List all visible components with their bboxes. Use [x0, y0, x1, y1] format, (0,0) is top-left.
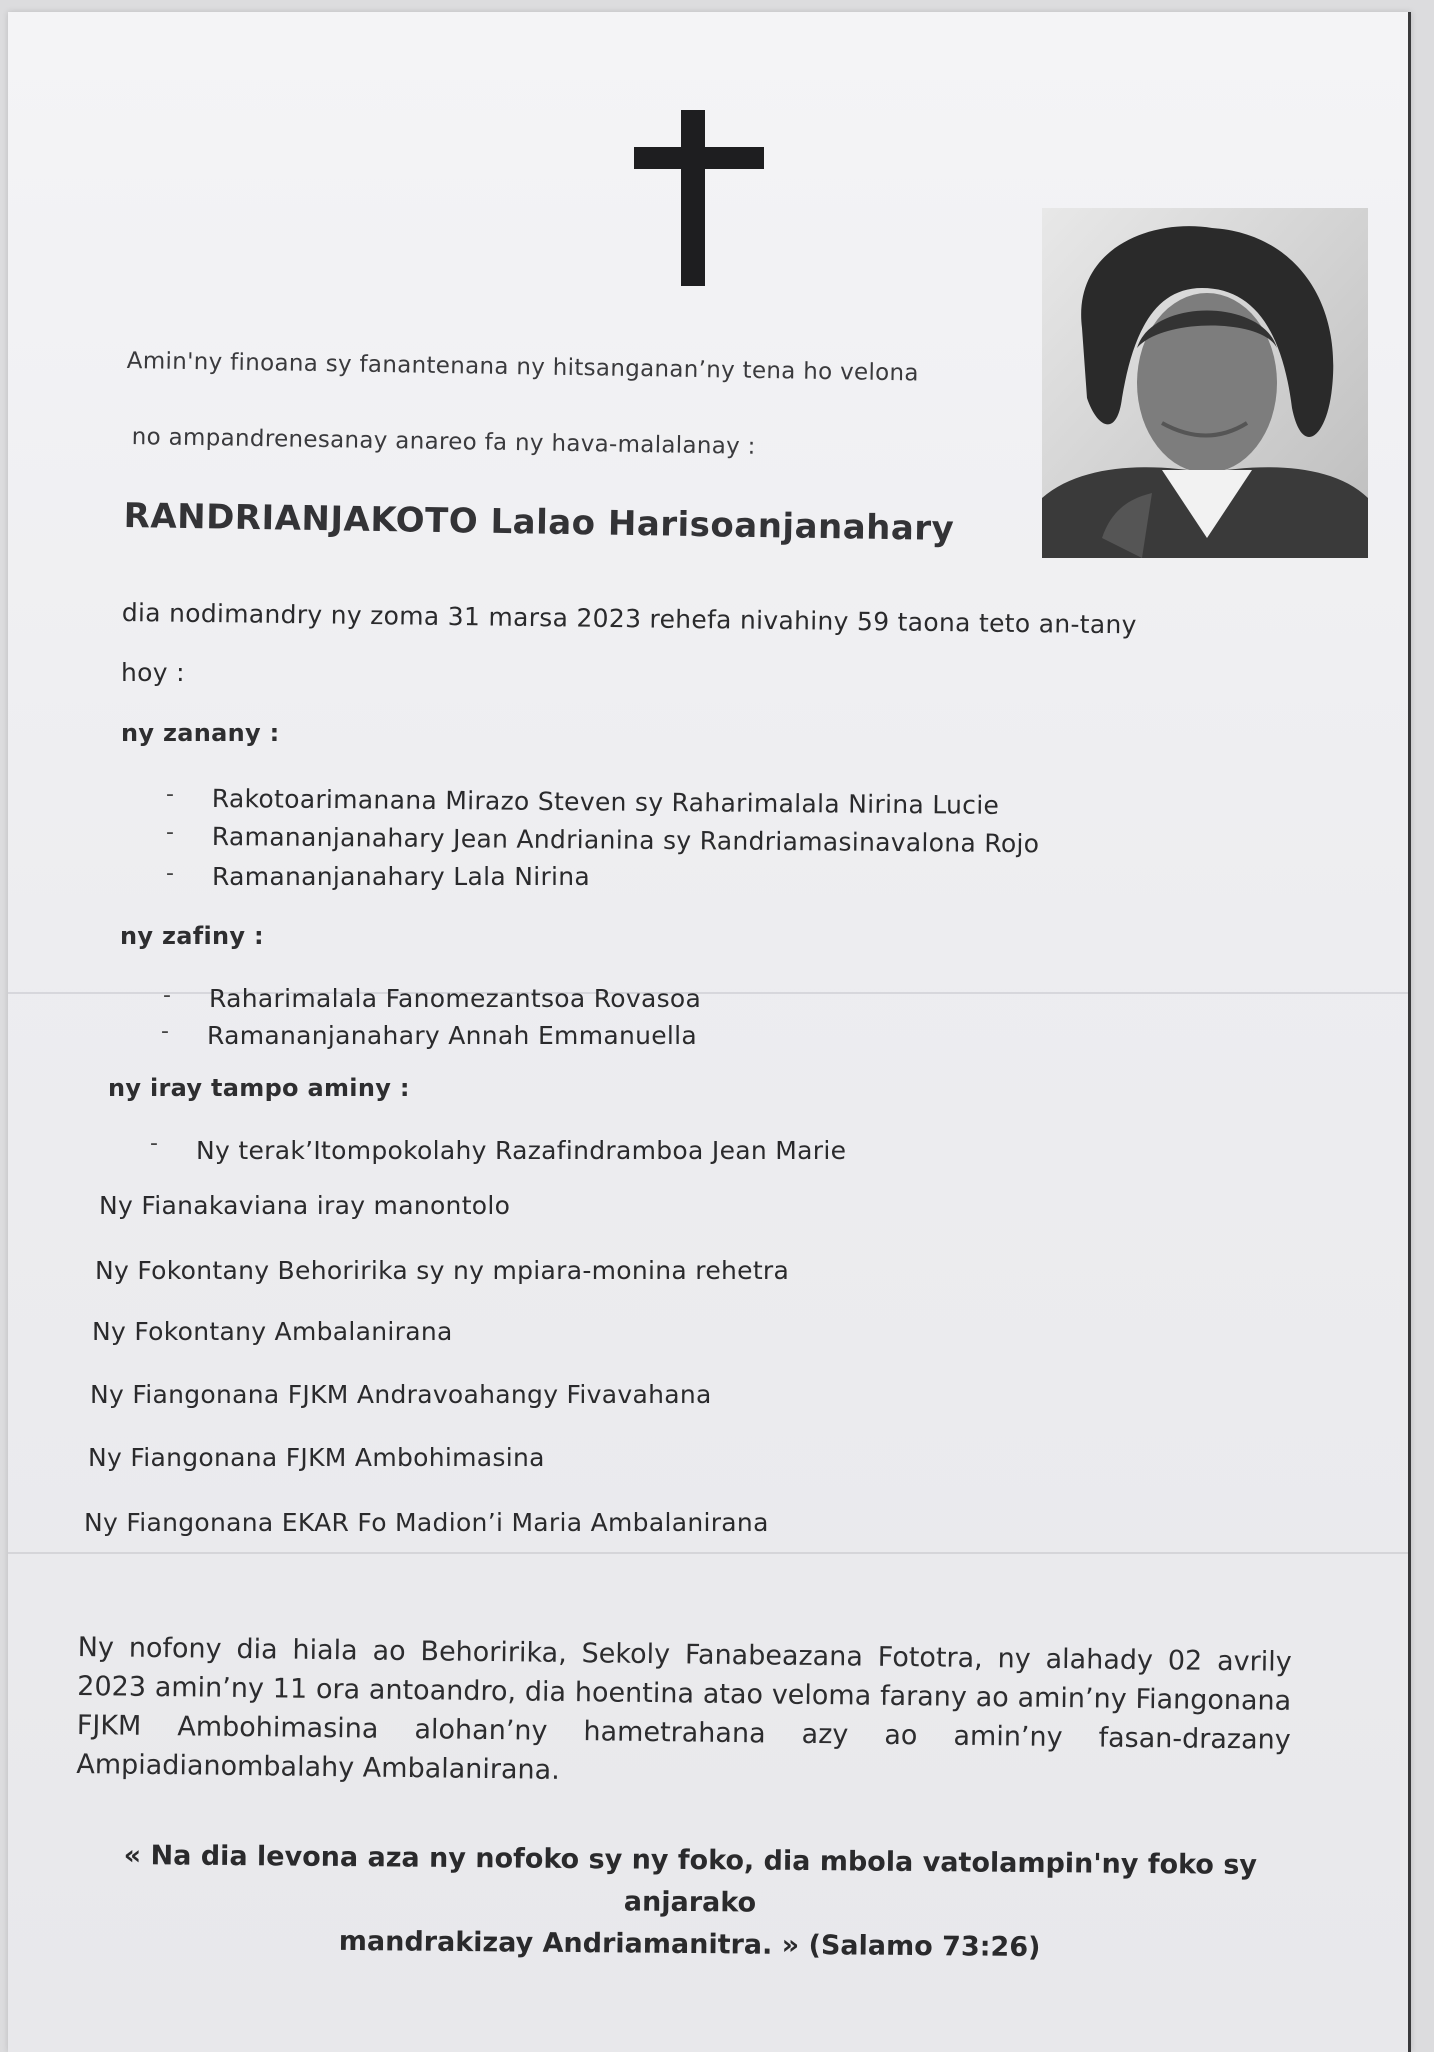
grandchild-item: Raharimalala Fanomezantsoa Rovasoa [209, 984, 702, 1013]
mourner-line: Ny Fokontany Ambalanirana [92, 1317, 453, 1346]
death-announcement-line-2: hoy : [121, 658, 185, 687]
intro-line-2: no ampandrenesanay anareo fa ny hava-malalanay : [131, 424, 756, 460]
list-bullet: - [166, 820, 174, 845]
child-item: Ramananjanahary Lala Nirina [212, 862, 591, 891]
bible-quote [109, 1835, 1270, 1971]
mourner-line: Ny Fianakaviana iray manontolo [99, 1191, 511, 1220]
list-bullet: - [166, 782, 174, 807]
list-bullet: - [150, 1131, 158, 1156]
intro-line-1: Amin'ny finoana sy fanantenana ny hitsanganan’ny tena ho velona [126, 348, 920, 387]
quote-line-2: mandrakizay Andriamanitra. » (Salamo 73:26) [338, 1925, 1041, 1964]
quote-line-1: « Na dia levona aza ny nofoko sy ny foko, dia mbola vatolampin'ny foko sy anjarako [123, 1840, 1258, 1919]
mourner-line: Ny Fokontany Behoririka sy ny mpiara-monina rehetra [95, 1256, 790, 1285]
children-heading: ny zanany : [121, 719, 280, 747]
paper-fold [8, 1552, 1408, 1554]
mourner-line: Ny Fiangonana FJKM Ambohimasina [88, 1443, 545, 1472]
grandchildren-heading: ny zafiny : [120, 922, 264, 950]
siblings-heading: ny iray tampo aminy : [108, 1074, 410, 1102]
grandchild-item: Ramananjanahary Annah Emmanuella [207, 1021, 698, 1050]
death-announcement-line-1: dia nodimandry ny zoma 31 marsa 2023 rehefa nivahiny 59 taona teto an-tany [121, 598, 1137, 640]
deceased-portrait [1042, 208, 1368, 558]
funeral-details-paragraph: Ny nofony dia hiala ao Behoririka, Sekoly Fanabeazana Fototra, ny alahady 02 avrily 2023 amin’ny 11 ora antoandro, dia hoentina atao veloma farany ao amin’ny Fiangonana FJKM Ambohimasina alohan’ny hametrahana azy ao amin’ny fasan-drazany Ampiadianombalahy Ambalanirana. [76, 1631, 1292, 1786]
mourner-line: Ny Fiangonana EKAR Fo Madion’i Maria Ambalanirana [84, 1508, 769, 1537]
list-bullet: - [161, 1019, 169, 1044]
child-item: Rakotoarimanana Mirazo Steven sy Raharimalala Nirina Lucie [211, 784, 1000, 820]
sibling-item: Ny terak’Itompokolahy Razafindramboa Jean Marie [196, 1136, 847, 1165]
deceased-name: RANDRIANJAKOTO Lalao Harisoanjanahary [123, 496, 955, 550]
mourner-line: Ny Fiangonana FJKM Andravoahangy Fivavahana [90, 1380, 712, 1409]
list-bullet: - [166, 861, 174, 886]
list-bullet: - [163, 983, 171, 1008]
child-item: Ramananjanahary Jean Andrianina sy Randriamasinavalona Rojo [211, 822, 1040, 859]
